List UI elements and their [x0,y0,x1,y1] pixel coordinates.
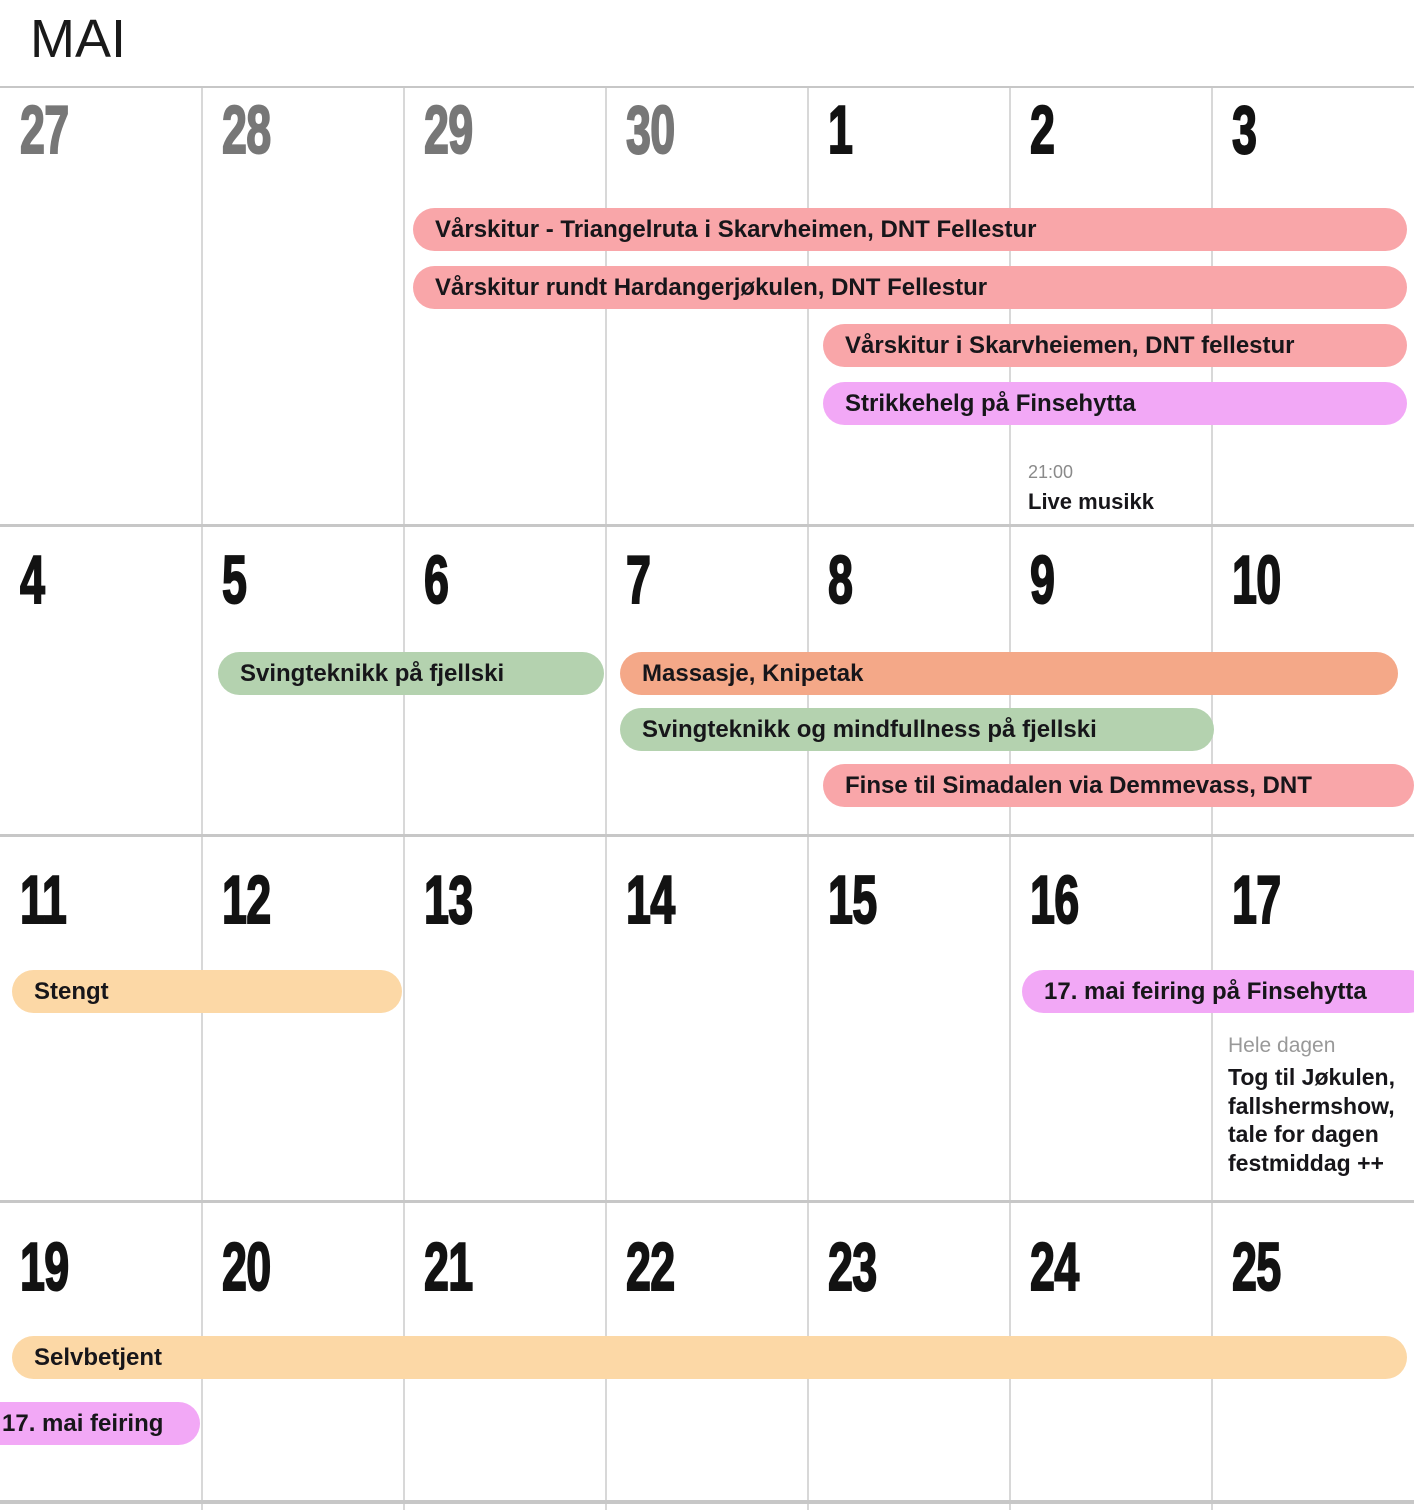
event-label: Svingteknikk og mindfullness på fjellski [642,716,1097,743]
day-number: 19 [20,1229,69,1305]
day-number: 1 [828,92,853,168]
event-label: Stengt [34,978,109,1005]
event-pill-e5[interactable] [218,652,604,695]
day-number: 8 [828,542,853,618]
event-pill-e7[interactable] [620,708,1214,751]
day-number: 6 [424,542,449,618]
day-number: 23 [828,1229,877,1305]
day-number: 20 [222,1229,271,1305]
day-number: 2 [1030,92,1055,168]
day-number: 28 [222,92,271,168]
event-label: Strikkehelg på Finsehytta [845,390,1136,417]
event-label: 17. mai feiring [2,1410,164,1437]
event-label: 17. mai feiring på Finsehytta [1044,978,1367,1005]
event-pill-e10[interactable] [1022,970,1414,1013]
event-label: Vårskitur rundt Hardangerjøkulen, DNT Fellestur [435,274,988,301]
day-number: 21 [424,1229,473,1305]
day-number: 22 [626,1229,675,1305]
event-label: Svingteknikk på fjellski [240,660,505,687]
event-pill-e8[interactable] [823,764,1414,807]
day-number: 25 [1232,1229,1281,1305]
day-number: 14 [626,862,675,938]
event-pill-e4[interactable] [823,382,1407,425]
event-pill-e12[interactable] [0,1402,200,1445]
event-pill-e2[interactable] [413,266,1407,309]
event-time: 21:00 [1028,462,1074,482]
event-pill-e6[interactable] [620,652,1398,695]
month-title: MAI [30,9,127,69]
day-number: 13 [424,862,473,938]
timed-event-t1[interactable] [1028,462,1154,515]
day-number: 12 [222,862,271,938]
day-number: 3 [1232,92,1257,168]
day-number: 17 [1232,862,1281,938]
event-label: Tog til Jøkulen, fallshermshow, tale for dagen festmiddag ++ [1228,1064,1395,1176]
day-number: 5 [222,542,247,618]
day-number: 11 [20,862,67,938]
event-label: Finse til Simadalen via Demmevass, DNT [845,772,1312,799]
timed-event-t2[interactable] [1228,1034,1414,1177]
day-number: 9 [1030,542,1055,618]
day-number: 27 [20,92,69,168]
event-label: Massasje, Knipetak [642,660,864,687]
event-pill-e3[interactable] [823,324,1407,367]
day-number: 16 [1030,862,1079,938]
event-pill-e9[interactable] [12,970,402,1013]
day-number: 4 [20,542,45,618]
event-label: Vårskitur i Skarvheiemen, DNT fellestur [845,332,1295,359]
day-number: 10 [1232,542,1281,618]
day-number: 29 [424,92,473,168]
event-label: Selvbetjent [34,1344,163,1371]
event-pill-e11[interactable] [12,1336,1407,1379]
day-number: 15 [828,862,877,938]
day-number: 7 [626,542,651,618]
day-number: 30 [626,92,675,168]
event-label: Live musikk [1028,489,1154,514]
grid-hline [0,1500,1414,1504]
day-number: 24 [1030,1229,1079,1305]
event-pill-e1[interactable] [413,208,1407,251]
event-time: Hele dagen [1228,1034,1336,1057]
event-label: Vårskitur - Triangelruta i Skarvheimen, DNT Fellestur [435,216,1037,243]
